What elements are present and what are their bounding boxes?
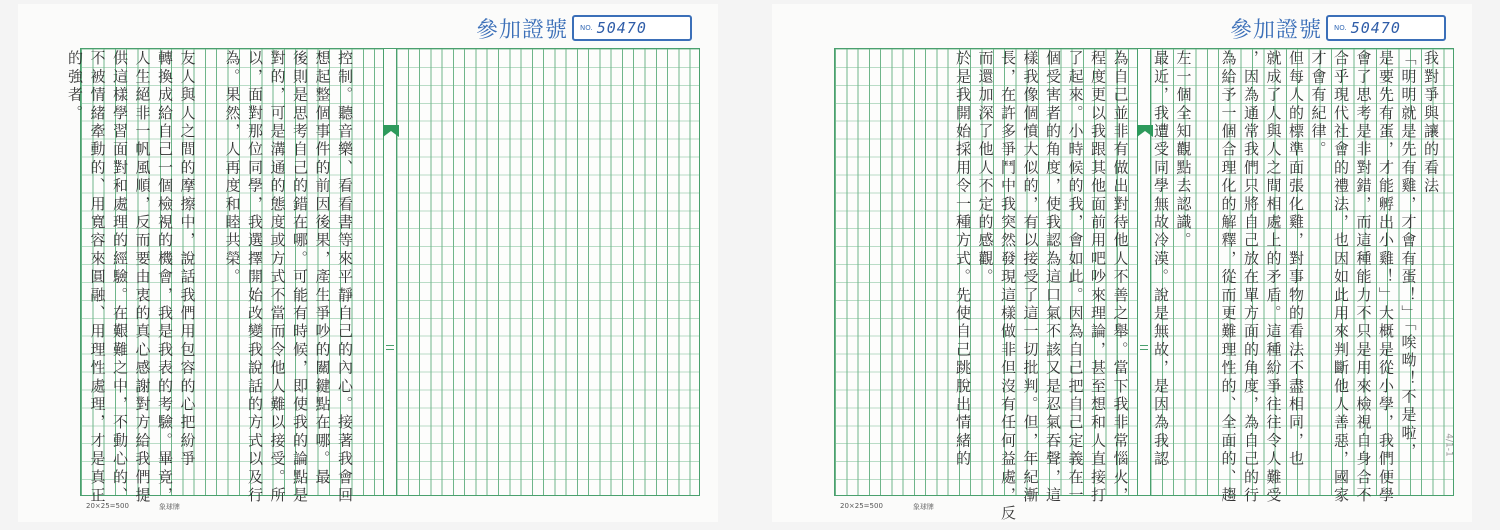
text-column: 會了思考是非對錯，而這種能力不只是用來檢視自身合不 — [1354, 50, 1373, 505]
text-column: 左一個全知觀點去認識。 — [1174, 50, 1193, 251]
grid-size-label: 20×25=500 — [86, 502, 129, 510]
text-column: 為給予一個合理化的解釋，從而更難理性的、全面的、趨 — [1219, 50, 1238, 505]
text-column: 為自己並非有做出對待他人不善之舉。當下我非常惱火， — [1111, 50, 1130, 505]
header — [476, 12, 692, 44]
text-column: 但每人的標準面張化雞，對事物的看法不盡相同，也 — [1287, 50, 1305, 469]
text-column: 對的，可是溝通的態度或方式不當而令他人難以接受。所 — [268, 50, 287, 505]
participant-number: 50470 — [596, 19, 647, 37]
text-column: 長，在許多爭鬥中我突然發現這樣做非但沒有任何益處，反 — [999, 50, 1017, 524]
text-column: 我對爭與讓的看法 — [1422, 50, 1440, 196]
participant-number-box — [1326, 15, 1446, 41]
answer-sheet-left — [18, 4, 718, 522]
fold-mark — [386, 345, 394, 350]
no-label: NO. — [1334, 24, 1347, 32]
center-fold — [383, 49, 397, 495]
grid-size-label: 20×25=500 — [840, 502, 883, 510]
fold-mark — [1140, 345, 1148, 350]
bookmark-icon — [1137, 125, 1153, 137]
bookmark-icon — [383, 125, 399, 137]
text-column: 以，面對那位同學，我選擇開始改變我說話的方式以及行 — [246, 50, 264, 505]
text-column: 程度更以我跟其他面前用吧吵來理論，甚至想和人直接打 — [1089, 50, 1107, 505]
text-column: 是要先有蛋，才能孵出小雞！」大概是從小學，我們便學 — [1377, 50, 1395, 505]
header-title: 參加證號 — [1230, 17, 1323, 43]
brand-label: 象球牌 — [912, 503, 934, 511]
text-column: 「明明就是先有雞，才會有蛋！」「唉呦！不是啦， — [1399, 50, 1418, 462]
text-column: 才會有紀律。 — [1309, 50, 1328, 160]
text-column: 想起整個事件的前因後果，產生爭吵的關鍵點在哪。最 — [313, 50, 332, 487]
text-column: 不被情緒牽動的、用寬容來圓融、用理性處理，才是真正 — [88, 50, 107, 505]
participant-number-box — [572, 15, 692, 41]
text-column: 於是我開始採用令一種方式。先使自己跳脫出情緒的 — [954, 50, 972, 469]
text-column: 個受害者的角度，使我認為這口氣不該又是忍氣吞聲，這 — [1044, 50, 1062, 505]
text-column: 最近，我遭受同學無故冷漠。說是無故，是因為我認 — [1152, 50, 1170, 469]
text-column: 而還加深了他人不定的感觀。 — [976, 50, 995, 287]
brand-label: 象球牌 — [158, 503, 180, 511]
text-column: 了起來。小時候的我，會如此。因為自己把自己定義在一 — [1066, 50, 1085, 505]
text-column: 後則是思考自己的錯在哪。可能有時候，即使我的論點是 — [291, 50, 309, 505]
text-column: 合乎現代社會的禮法，也因如此用來判斷他人善惡，國家 — [1332, 50, 1350, 505]
text-column: 就成了人與人之間相處上的矛盾。這種紛爭往往令人難受 — [1264, 50, 1283, 505]
footer — [840, 502, 934, 512]
footer — [86, 502, 180, 512]
header-title: 參加證號 — [476, 17, 569, 43]
text-column: 供這樣學習面對和處理的經驗。在艱難之中，不動心的、 — [111, 50, 129, 505]
text-column: 控制。聽音樂、看看書等來平靜自己的內心。接著我會回 — [336, 50, 354, 505]
participant-number: 50470 — [1350, 19, 1401, 37]
text-column: 轉換成給自己一個檢視的機會，我是我表的考驗。畢竟， — [156, 50, 174, 505]
text-column: 的強者。 — [66, 50, 84, 123]
text-column: ，因為通常我們只將自己放在單方面的角度，為自己的行 — [1242, 50, 1260, 505]
center-fold — [1137, 49, 1151, 495]
no-label: NO. — [580, 24, 593, 32]
text-column: 友人與人之間的摩擦中，說話我們用包容的心把紛爭 — [178, 50, 197, 469]
text-column: 為。果然，人再度和睦共榮。 — [223, 50, 242, 287]
text-column: 人生絕非一帆風順，反而要由衷的真心感謝對方給我們提 — [133, 50, 152, 505]
page-marker: 4/1-1 — [1443, 433, 1454, 457]
text-column: 樣我像個憤大似的，有以接受了這一切批判。但，年紀漸 — [1021, 50, 1040, 505]
answer-sheet-right — [772, 4, 1472, 522]
header — [1230, 12, 1446, 44]
